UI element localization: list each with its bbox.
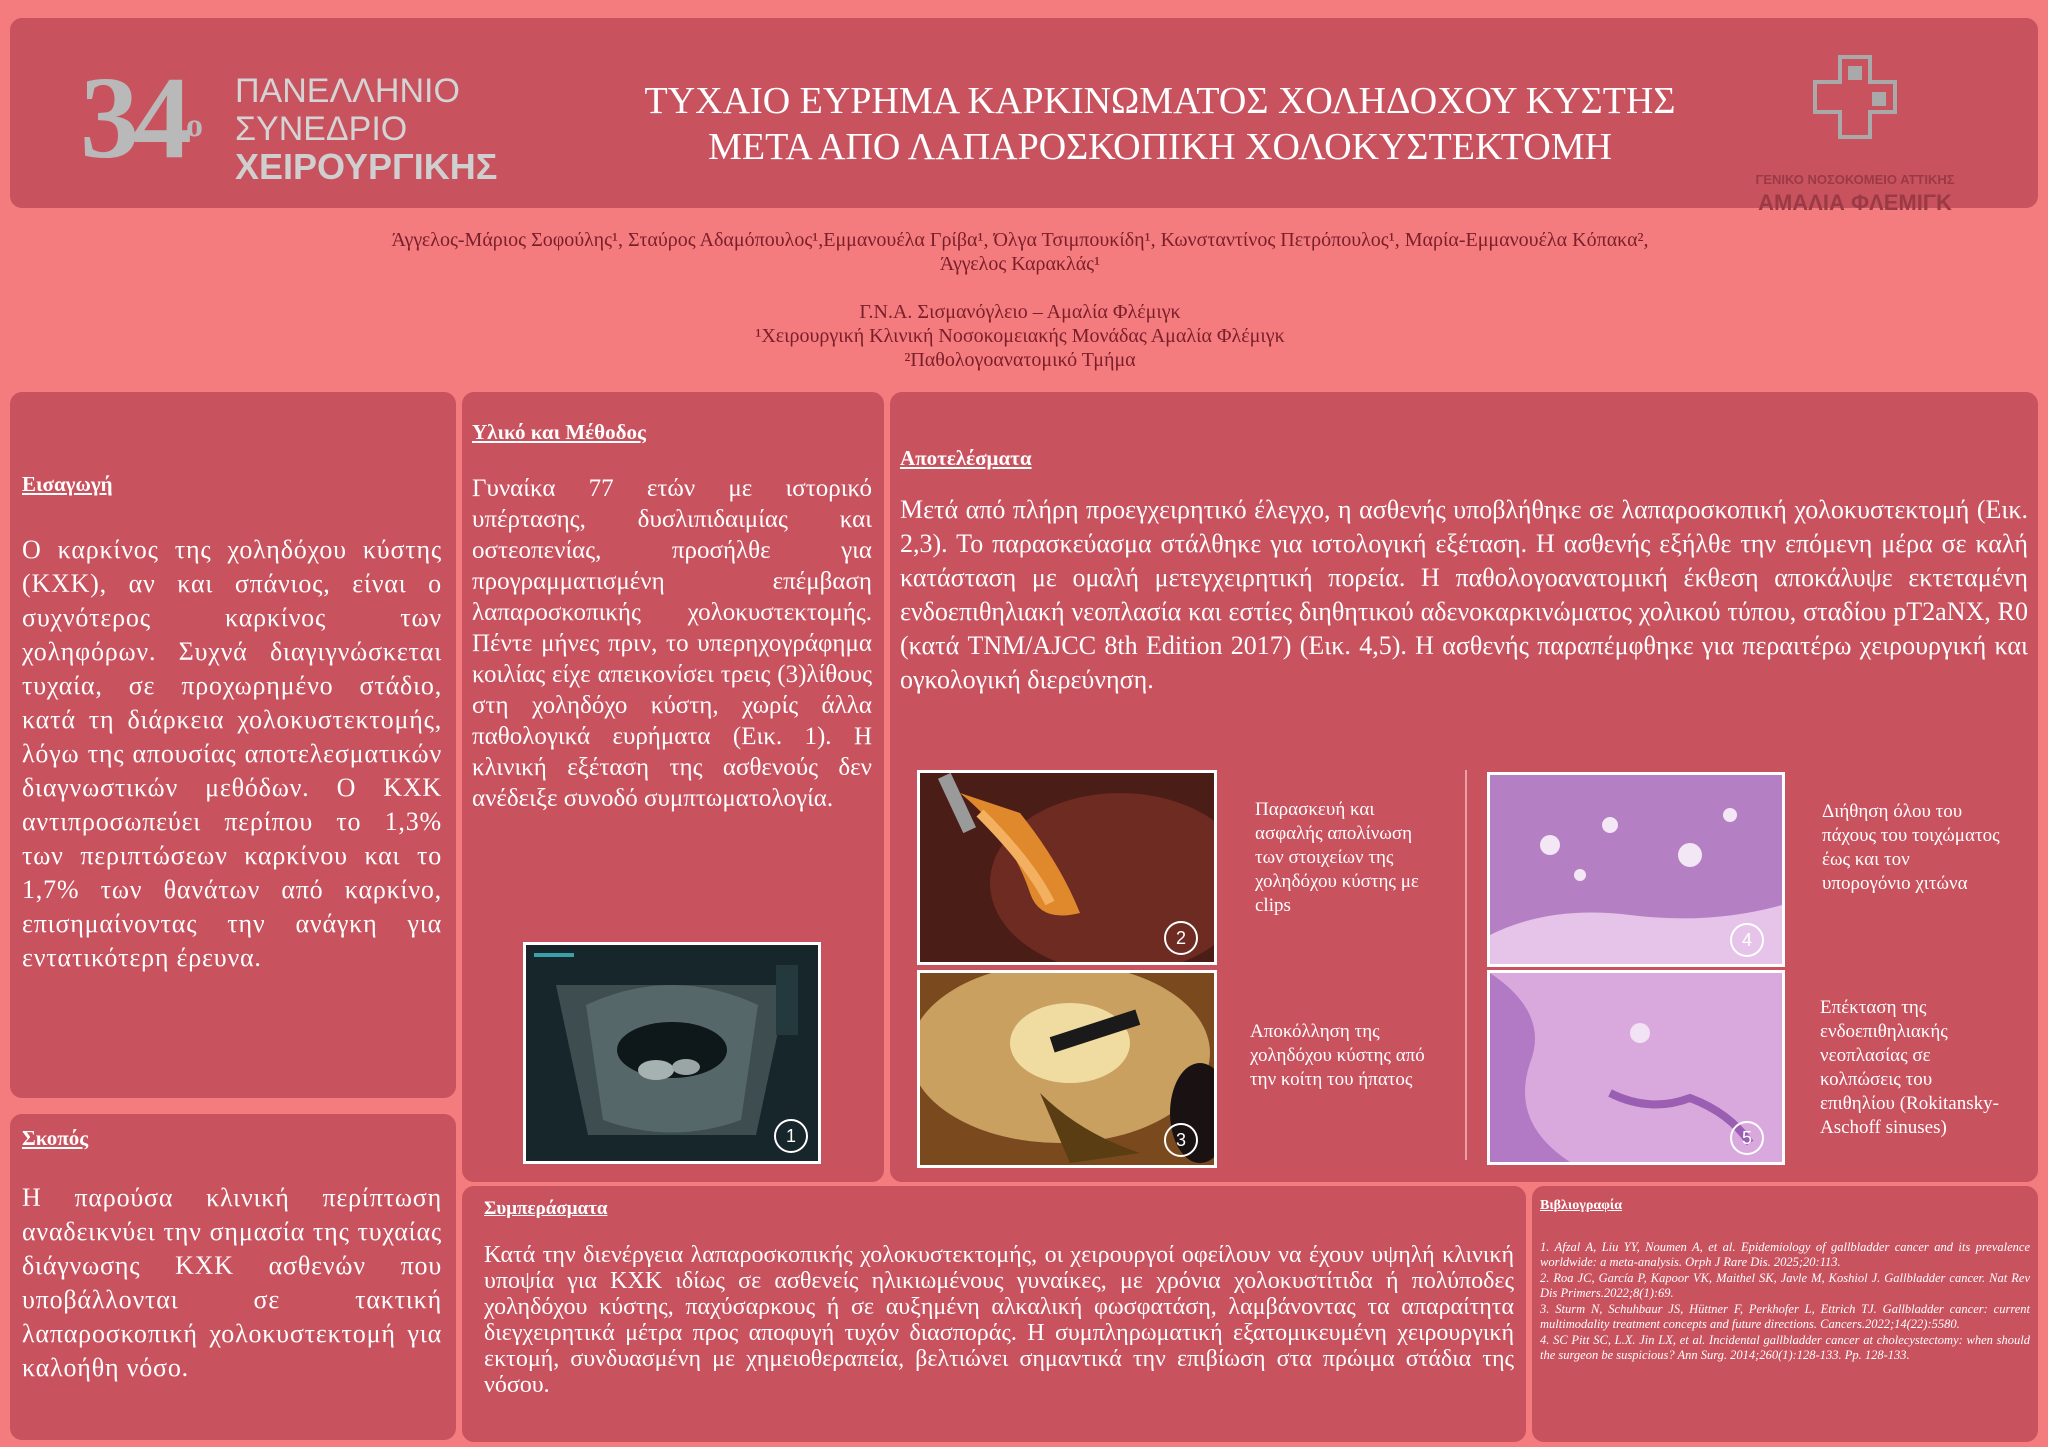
conclusions-panel: [462, 1186, 1526, 1442]
figure-4-caption: Διήθηση όλου του πάχους του τοιχώματος έως και τον υπορογόνιο χιτώνα: [1822, 801, 2000, 894]
references-panel: [1532, 1186, 2038, 1442]
intro-text: Ο καρκίνος της χοληδόχου κύστης (ΚΧΚ), αν και σπάνιος, είναι ο συχνότερος καρκίνος των χοληφόρων. Συχνά διαγιγνώσκεται τυχαία, σε προχωρημένο στάδιο, κατά τη διάρκεια χολοκυστεκτομής, λόγω της απουσίας αποτελεσματικών διαγνωστικών μεθόδων. Ο ΚΧΚ αντιπροσωπεύει περίπου το 1,3% των περιπτώσεων καρκίνου και το 1,7% των θανάτων από καρκίνο, επισημαίνοντας την ανάγκη για εντατικότερη έρευνα.: [22, 535, 442, 972]
affiliation-1: ¹Χειρουργική Κλινική Νοσοκομειακής Μονάδας Αμαλία Φλέμιγκ: [755, 325, 1285, 347]
histology-image-4: [1487, 772, 1785, 967]
figure-2-badge: 2: [1164, 921, 1198, 955]
figure-4-badge: 4: [1730, 923, 1764, 957]
affiliation-2: ²Παθολογοανατομικό Τμήμα: [904, 349, 1136, 371]
authors-list: Άγγελος-Μάριος Σοφούλης¹, Σταύρος Αδαμόπουλος¹,Εμμανουέλα Γρίβα¹, Όλγα Τσιμπουκίδη¹, Κωνσταντίνος Πετρόπουλος¹, Μαρία-Εμμανουέλα Κόπακα², Άγγελος Καρακλάς¹: [391, 229, 1649, 275]
ultrasound-figure: [526, 945, 818, 1161]
results-title: Αποτελέσματα: [900, 446, 1032, 470]
affiliations: [540, 300, 1500, 372]
reference-item: 3. Sturm N, Schuhbaur JS, Hüttner F, Perkhofer L, Ettrich TJ. Gallbladder cancer: current multimodality treatment concepts and future directions. Cancers.2022;14(22):5580.: [1540, 1302, 2030, 1331]
header-banner: [10, 18, 2038, 215]
logo-degree: ο: [186, 107, 197, 144]
figure-divider: [1465, 770, 1467, 1160]
reference-item: 4. SC Pitt SC, L.X. Jin LX, et al. Incidental gallbladder cancer at cholecystectomy: when should the surgeon be suspicious? Ann Surg. 2014;260(1):128-133. Pp. 128-133.: [1540, 1333, 2030, 1362]
histology-image-5: [1487, 970, 1785, 1165]
title-line-1: ΤΥΧΑΙΟ ΕΥΡΗΜΑ ΚΑΡΚΙΝΩΜΑΤΟΣ ΧΟΛΗΔΟΧΟΥ ΚΥΣΤΗΣ: [644, 80, 1676, 122]
references-list: [1540, 1240, 2030, 1363]
hospital-name-line2: ΑΜΑΛΙΑ ΦΛΕΜΙΓΚ: [1758, 190, 1952, 215]
logo-line3: ΧΕΙΡΟΥΡΓΙΚΗΣ: [235, 146, 498, 187]
logo-number-text: 34: [80, 52, 186, 183]
figure-5-badge: 5: [1730, 1121, 1764, 1155]
hospital-name-line1: ΓΕΝΙΚΟ ΝΟΣΟΚΟΜΕΙΟ ΑΤΤΙΚΗΣ: [1755, 172, 1955, 187]
conclusions-text: Κατά την διενέργεια λαπαροσκοπικής χολοκυστεκτομής, οι χειρουργοί οφείλουν να έχουν υψηλή κλινική υποψία για ΚΧΚ ιδίως σε ασθενείς ηλικιωμένους γυναίκες, με χρόνια χολοκυστίτιδα ή πολύποδες χοληδόχου κύστης, παχύσαρκους ή σε αυξημένη αλκαλική φωσφατάση, λαμβάνοντας τα απαραίτητα διεγχειρητικά μέτρα προς αποφυγή τυχόν διασποράς. Η συμπληρωματική εξατομικευμένη χειρουργική εκτομή, συνδυασμένη με χημειοθεραπεία, βελτιώνει σημαντικά την επιβίωση στα πρώιμα στάδια της νόσου.: [484, 1242, 1514, 1398]
intro-title: Εισαγωγή: [22, 472, 113, 496]
ultrasound-image: [523, 942, 821, 1164]
figure-5-caption: Επέκταση της ενδοεπιθηλιακής νεοπλασίας σε κολπώσεις του επιθηλίου (Rokitansky-Aschoff sinuses): [1820, 997, 1999, 1138]
figure-3-caption: Αποκόλληση της χοληδόχου κύστης από την κοίτη του ήπατος: [1250, 1021, 1425, 1090]
method-panel: [462, 392, 884, 1182]
affiliation-hospital: Γ.Ν.Α. Σισμανόγλειο – Αμαλία Φλέμιγκ: [859, 301, 1181, 323]
results-text: Μετά από πλήρη προεγχειρητικό έλεγχο, η ασθενής υποβλήθηκε σε λαπαροσκοπική χολοκυστεκτομή (Εικ. 2,3). Το παρασκεύασμα στάλθηκε για ιστολογική εξέταση. Η ασθενής εξήλθε την επόμενη μέρα σε καλή κατάσταση με ομαλή μετεγχειρητική πορεία. Η παθολογοανατομική έκθεση αποκάλυψε εκτεταμένη ενδοεπιθηλιακή νεοπλασία και εστίες διηθητικού αδενοκαρκινώματος χολικού τύπου, σταδίου pT2aNX, R0 (κατά TNM/AJCC 8th Edition 2017) (Εικ. 4,5). Η ασθενής παραπέμφθηκε για περαιτέρω χειρουργική και ογκολογική διερεύνηση.: [900, 495, 2028, 694]
method-title: Υλικό και Μέθοδος: [472, 420, 646, 444]
aim-title: Σκοπός: [22, 1126, 89, 1150]
logo-line1: ΠΑΝΕΛΛΗΝΙΟ: [235, 72, 460, 110]
conclusions-title: Συμπεράσματα: [484, 1198, 608, 1219]
poster-title: [570, 78, 1750, 170]
logo-line2: ΣΥΝΕΔΡΙΟ: [235, 110, 408, 148]
references-title: Βιβλιογραφία: [1540, 1198, 1623, 1213]
intro-panel: [10, 392, 456, 1098]
title-line-2: ΜΕΤΑ ΑΠΟ ΛΑΠΑΡΟΣΚΟΠΙΚΗ ΧΟΛΟΚΥΣΤΕΚΤΟΜΗ: [708, 126, 1612, 168]
laparoscopy-image-2: [917, 770, 1217, 965]
figure-1-badge: 1: [774, 1119, 808, 1153]
method-text: Γυναίκα 77 ετών με ιστορικό υπέρτασης, δυσλιπιδαιμίας και οστεοπενίας, προσήλθε για προγραμματισμένη επέμβαση λαπαροσκοπικής χολοκυστεκτομής. Πέντε μήνες πριν, το υπερηχογράφημα κοιλίας είχε απεικονίσει τρεις (3)λίθους στη χοληδόχο κύστη, χωρίς άλλα παθολογικά ευρήματα (Εικ. 1). Η κλινική εξέταση της ασθενούς δεν ανέδειξε συνοδό συμπτωματολογία.: [472, 475, 872, 812]
figure-2-caption: Παρασκευή και ασφαλής απολίνωση των στοιχείων της χοληδόχου κύστης με clips: [1255, 799, 1419, 916]
aim-text: Η παρούσα κλινική περίπτωση αναδεικνύει την σημασία της τυχαίας διάγνωσης ΚΧΚ ασθενών που υποβάλλονται σε τακτική λαπαροσκοπική χολοκυστεκτομή για καλοήθη νόσο.: [22, 1183, 442, 1382]
figure-3-badge: 3: [1164, 1123, 1198, 1157]
reference-item: 1. Afzal A, Liu YY, Noumen A, et al. Epidemiology of gallbladder cancer and its prevalence worldwide: a meta-analysis. Orph J Rare Dis. 2025;20:113.: [1540, 1240, 2030, 1269]
reference-item: 2. Roa JC, García P, Kapoor VK, Maithel SK, Javle M, Koshiol J. Gallbladder cancer. Nat Rev Dis Primers.2022;8(1):69.: [1540, 1271, 2030, 1300]
laparoscopy-image-3: [917, 970, 1217, 1168]
aim-panel: [10, 1114, 456, 1440]
logo-number: [80, 52, 197, 183]
hospital-logo: [1710, 38, 2000, 215]
medical-cross-icon: [1810, 52, 1900, 142]
congress-logo: [70, 52, 510, 188]
